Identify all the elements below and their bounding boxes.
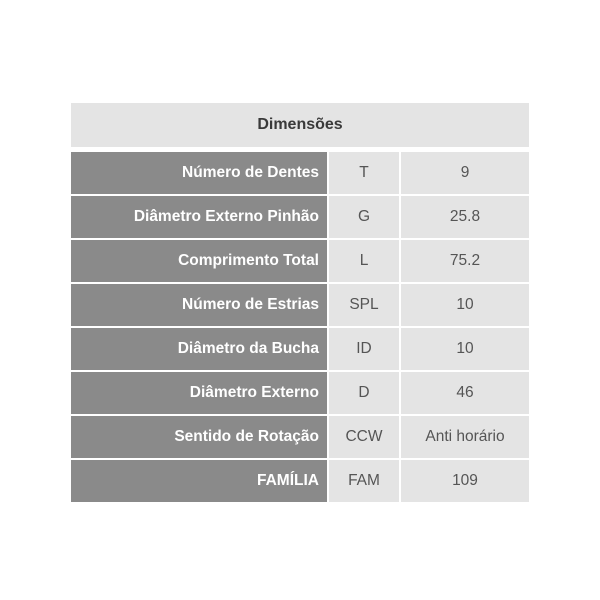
table-row [71, 152, 529, 194]
table-row [71, 416, 529, 458]
row-value: 25.8 [401, 196, 529, 238]
row-code: L [329, 240, 399, 282]
row-value: Anti horário [401, 416, 529, 458]
row-label: Diâmetro Externo [71, 372, 327, 414]
table-row [71, 328, 529, 370]
row-code: SPL [329, 284, 399, 326]
row-code: G [329, 196, 399, 238]
row-code: ID [329, 328, 399, 370]
row-value: 109 [401, 460, 529, 502]
row-label: Sentido de Rotação [71, 416, 327, 458]
table-row [71, 284, 529, 326]
row-value: 10 [401, 328, 529, 370]
row-label: Diâmetro da Bucha [71, 328, 327, 370]
table-title: Dimensões [71, 103, 529, 147]
row-code: FAM [329, 460, 399, 502]
row-label: FAMÍLIA [71, 460, 327, 502]
row-code: D [329, 372, 399, 414]
table-row [71, 372, 529, 414]
row-value: 9 [401, 152, 529, 194]
row-label: Número de Estrias [71, 284, 327, 326]
row-label: Número de Dentes [71, 152, 327, 194]
row-value: 46 [401, 372, 529, 414]
row-label: Comprimento Total [71, 240, 327, 282]
table-row [71, 240, 529, 282]
row-label: Diâmetro Externo Pinhão [71, 196, 327, 238]
dimensions-table [71, 103, 529, 504]
row-code: CCW [329, 416, 399, 458]
table-row [71, 196, 529, 238]
table-row [71, 460, 529, 502]
row-code: T [329, 152, 399, 194]
row-value: 75.2 [401, 240, 529, 282]
row-value: 10 [401, 284, 529, 326]
